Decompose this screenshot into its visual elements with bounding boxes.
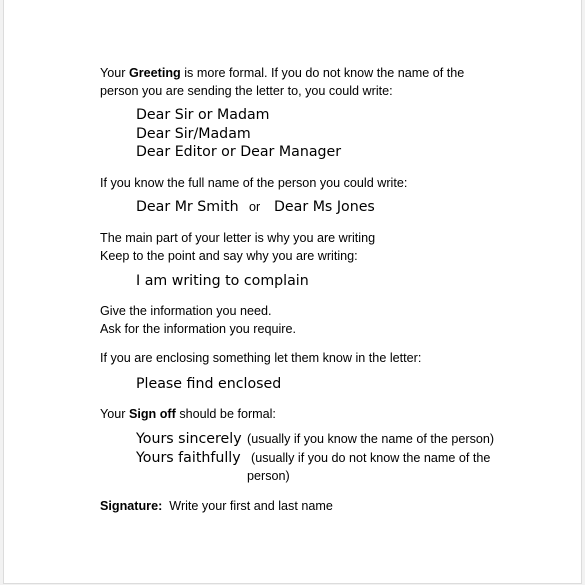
info-line1: Give the information you need. <box>100 304 272 318</box>
known-name-intro: If you know the full name of the person you could write: <box>100 176 408 190</box>
document-page <box>3 0 582 584</box>
greeting-intro-prefix: Your <box>100 66 129 80</box>
greeting-intro-suffix: is more formal. If you do not know the name of the <box>180 66 465 80</box>
sign-off-sincerely-note: (usually if you know the name of the person) <box>247 432 495 446</box>
sign-off-faithfully-note-2: person) <box>247 469 290 483</box>
enclosing-example: Please find enclosed <box>136 376 282 392</box>
greeting-example: Dear Sir/Madam <box>136 126 251 142</box>
greeting-example: Dear Editor or Dear Manager <box>136 144 342 160</box>
main-part-example: I am writing to complain <box>136 273 309 289</box>
or-text: or <box>249 200 261 214</box>
greeting-intro-line2: person you are sending the letter to, you could write: <box>100 84 393 98</box>
sign-off-sincerely: Yours sincerely <box>136 431 242 447</box>
greeting-example: Dear Sir or Madam <box>136 107 270 123</box>
sign-off-faithfully-note: (usually if you do not know the name of the <box>251 451 491 465</box>
sign-off-faithfully: Yours faithfully <box>136 450 241 466</box>
main-part-line1: The main part of your letter is why you are writing <box>100 231 376 245</box>
sign-off-term: Sign off <box>128 407 176 421</box>
signature-line <box>100 499 333 514</box>
sign-off-intro-suffix: should be formal: <box>175 407 276 421</box>
known-name-example-1: Dear Mr Smith <box>136 199 239 215</box>
info-line2: Ask for the information you require. <box>100 322 296 336</box>
greeting-intro <box>100 66 464 81</box>
signature-label: Signature: <box>100 499 163 513</box>
signature-text: Write your first and last name <box>169 499 333 513</box>
greeting-term: Greeting <box>128 66 181 80</box>
sign-off-intro-prefix: Your <box>100 407 129 421</box>
sign-off-intro <box>100 407 276 422</box>
enclosing-intro: If you are enclosing something let them know in the letter: <box>100 351 422 365</box>
known-name-example-2: Dear Ms Jones <box>274 199 375 215</box>
main-part-line2: Keep to the point and say why you are writing: <box>100 249 358 263</box>
